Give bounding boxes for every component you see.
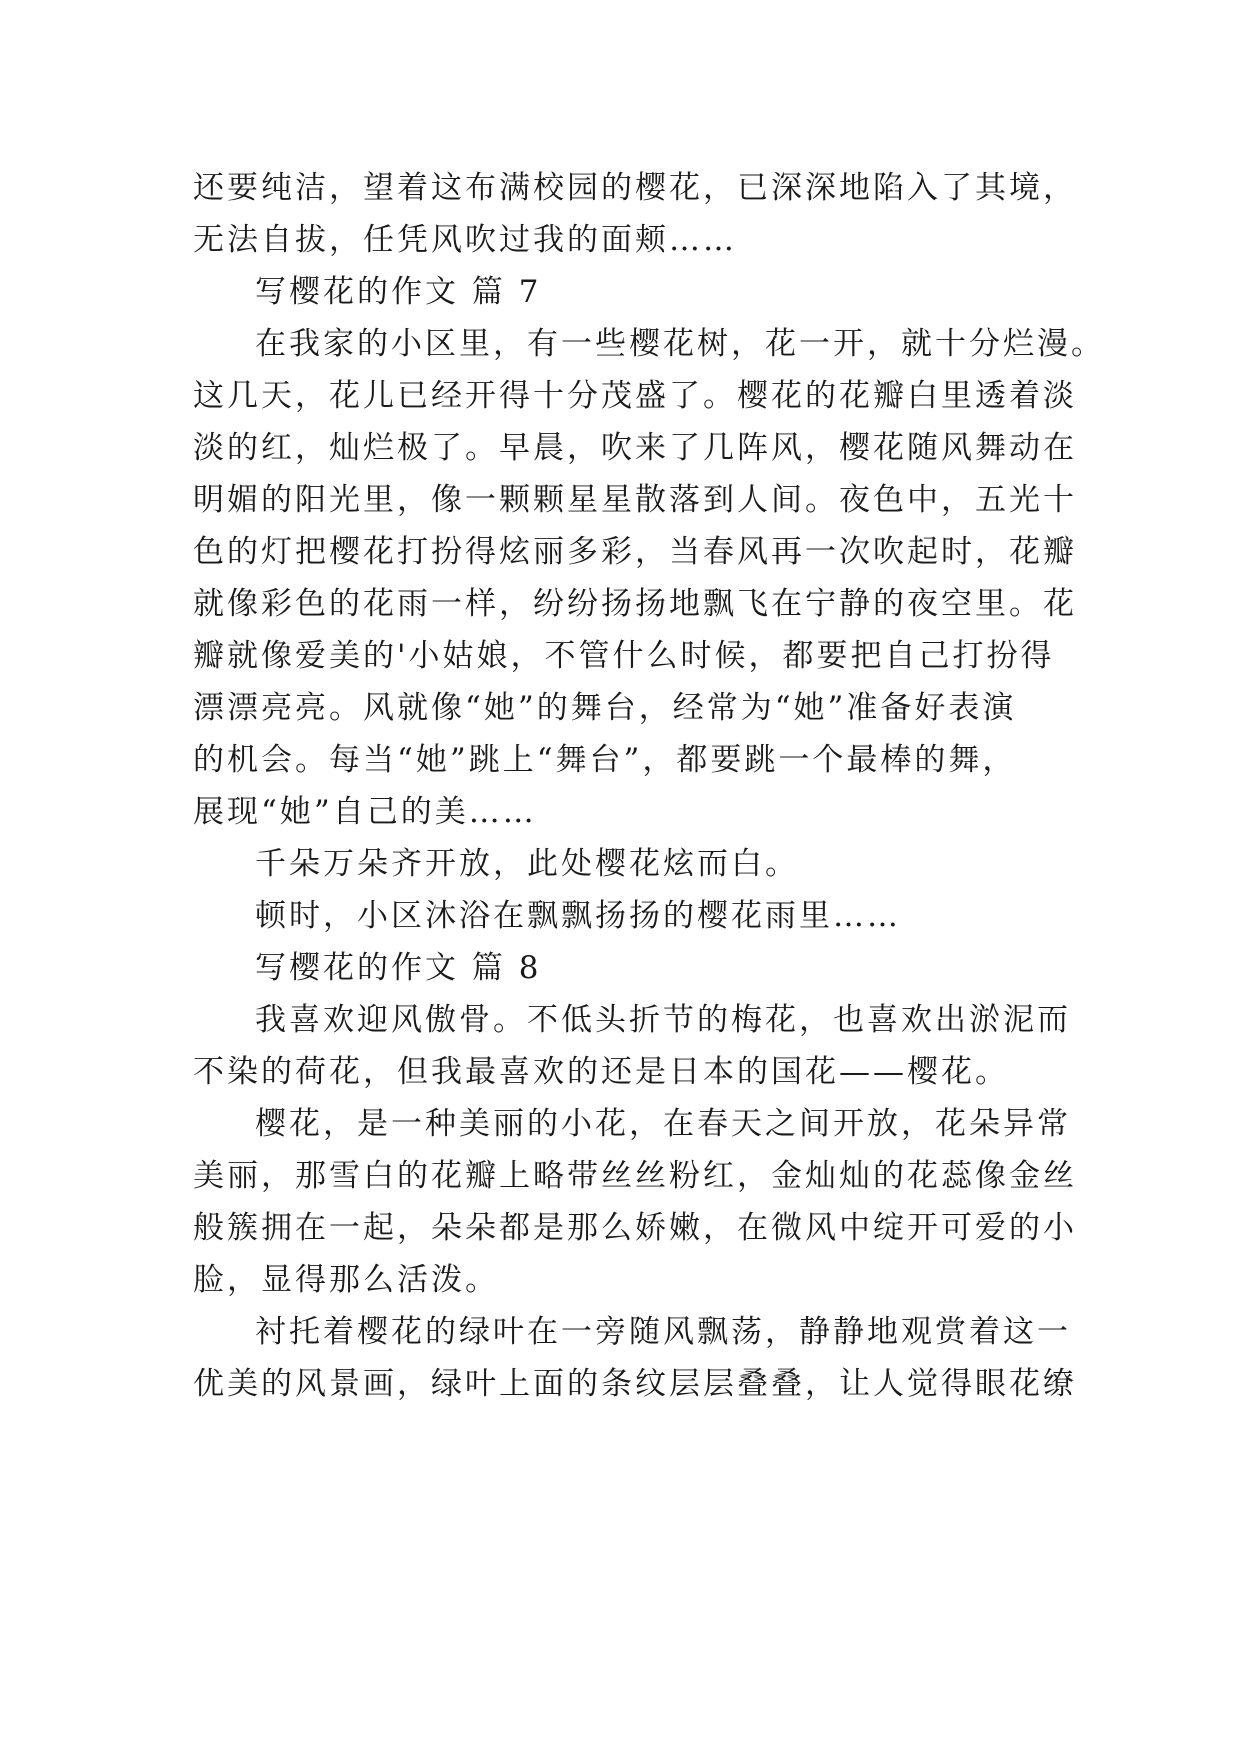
text-line: 还要纯洁，望着这布满校园的樱花，已深深地陷入了其境，: [193, 170, 1077, 206]
text-line: 在我家的小区里，有一些樱花树，花一开，就十分烂漫。: [255, 326, 1105, 362]
text-line: 展现“她”自己的美……: [193, 794, 537, 830]
text-line: 樱花，是一种美丽的小花，在春天之间开放，花朵异常: [255, 1106, 1071, 1142]
text-line: 瓣就像爱美的'小姑娘，不管什么时候，都要把自己打扮得: [193, 638, 1055, 674]
text-line: 优美的风景画，绿叶上面的条纹层层叠叠，让人觉得眼花缭: [193, 1366, 1077, 1402]
section-heading: 写樱花的作文 篇 8: [255, 950, 542, 986]
text-line: 脸，显得那么活泼。: [193, 1262, 499, 1298]
text-line: 般簇拥在一起，朵朵都是那么娇嫩，在微风中绽开可爱的小: [193, 1210, 1077, 1246]
text-line: 淡的红，灿烂极了。早晨，吹来了几阵风，樱花随风舞动在: [193, 430, 1077, 466]
text-line: 不染的荷花，但我最喜欢的还是日本的国花——樱花。: [193, 1054, 1009, 1090]
text-line: 无法自拔，任凭风吹过我的面颊……: [193, 222, 737, 258]
text-line: 衬托着樱花的绿叶在一旁随风飘荡，静静地观赏着这一: [255, 1314, 1071, 1350]
text-line: 色的灯把樱花打扮得炫丽多彩，当春风再一次吹起时，花瓣: [193, 534, 1077, 570]
document-body: [193, 162, 1105, 1410]
text-line: 就像彩色的花雨一样，纷纷扬扬地飘飞在宁静的夜空里。花: [193, 586, 1077, 622]
text-line: 千朵万朵齐开放，此处樱花炫而白。: [255, 846, 799, 882]
text-line: 顿时，小区沐浴在飘飘扬扬的樱花雨里……: [255, 898, 901, 934]
text-line: 漂漂亮亮。风就像“她”的舞台，经常为“她”准备好表演: [193, 690, 1017, 726]
text-line: 的机会。每当“她”跳上“舞台”，都要跳一个最棒的舞，: [193, 742, 1017, 778]
text-line: 这几天，花儿已经开得十分茂盛了。樱花的花瓣白里透着淡: [193, 378, 1077, 414]
text-line: 我喜欢迎风傲骨。不低头折节的梅花，也喜欢出淤泥而: [255, 1002, 1071, 1038]
text-line: 美丽，那雪白的花瓣上略带丝丝粉红，金灿灿的花蕊像金丝: [193, 1158, 1077, 1194]
text-line: 明媚的阳光里，像一颗颗星星散落到人间。夜色中，五光十: [193, 482, 1077, 518]
section-heading: 写樱花的作文 篇 7: [255, 274, 542, 310]
